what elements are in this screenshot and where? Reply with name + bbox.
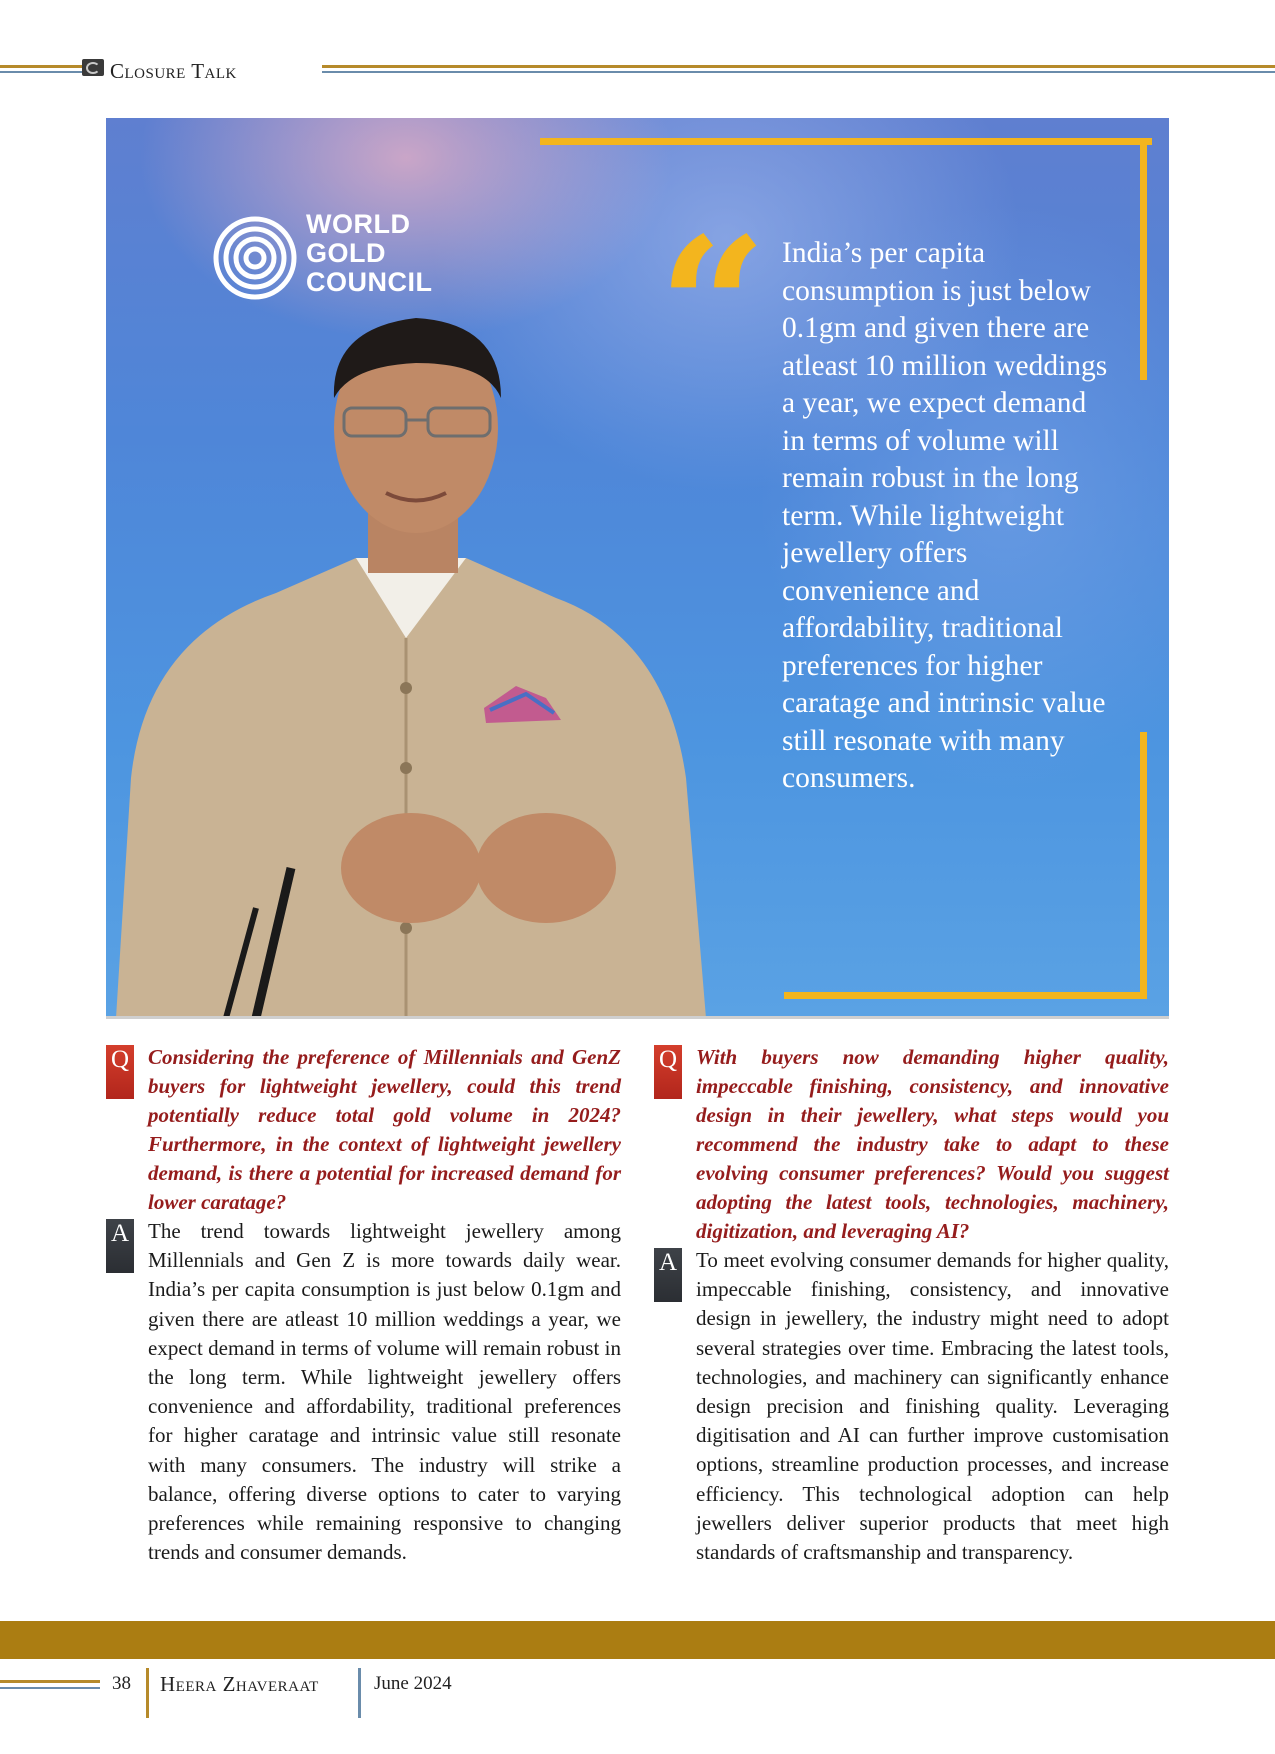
- page-header: [0, 55, 1275, 95]
- hero-photo: [106, 118, 1169, 1018]
- quote-frame-right-upper: [1140, 138, 1147, 380]
- header-rule-right: [322, 65, 1275, 68]
- logo-line-2: GOLD: [306, 238, 386, 268]
- quote-frame-bottom: [784, 992, 1147, 999]
- quote-frame-right-lower: [1140, 732, 1147, 999]
- question-text: Considering the preference of Millennials and GenZ buyers for lightweight jewellery, could this trend potentially reduce total gold volume in 2024? Furthermore, in the context of lightweight jewellery demand, is there a potential for increased demand for lower caratage?: [148, 1045, 621, 1214]
- pull-quote: India’s per capita consumption is just below 0.1gm and given there are atleast 10 million weddings a year, we expect demand in terms of volume will remain robust in the long term. While lightweight jewellery offers convenience and affordability, traditional preferences for higher caratage and intrinsic value still resonate with many consumers.: [782, 237, 1108, 794]
- answer-badge: A: [106, 1219, 134, 1273]
- section-title: Closure Talk: [110, 59, 237, 83]
- question-text: With buyers now demanding higher quality, impeccable finishing, consistency, and innovative design in their jewellery, what steps would you recommend the industry take to adapt to these evolving consumer preferences? Would you suggest adopting the latest tools, technologies, machinery, digitization, and leveraging AI?: [696, 1045, 1169, 1243]
- logo-line-1: WORLD: [306, 209, 411, 239]
- issue-date: June 2024: [374, 1673, 452, 1694]
- magazine-logo-icon: [82, 59, 104, 76]
- magazine-name: Heera Zhaveraat: [160, 1672, 319, 1696]
- page-number: 38: [112, 1673, 131, 1694]
- answer-block: [658, 1246, 1169, 1567]
- answer-text: To meet evolving consumer demands for higher quality, impeccable finishing, consistency, and innovative design in jewellery, the industry might need to adopt several strategies over time. Embracing the latest tools, technologies, and machinery can significantly enhance design precision and finishing quality. Leveraging digitisation and AI can further improve customisation options, streamline production processes, and increase efficiency. This technological adoption can help jewellers deliver superior products that meet high standards of craftsmanship and transparency.: [696, 1248, 1169, 1565]
- hero-bottom-rule: [106, 1016, 1169, 1019]
- header-rule-right-blue: [322, 71, 1275, 73]
- header-rule-left: [0, 65, 88, 68]
- answer-text: The trend towards lightweight jewellery among Millennials and Gen Z is more towards daily wear. India’s per capita consumption is just below 0.1gm and given there are atleast 10 million weddings a year, we expect demand in terms of volume will remain robust in the long term. While lightweight jewellery offers convenience and affordability, traditional preferences for higher caratage and intrinsic value still resonate with many consumers. The industry will strike a balance, offering diverse options to cater to varying preferences while remaining responsive to changing trends and consumer demands.: [148, 1219, 621, 1565]
- question-badge: Q: [106, 1045, 134, 1099]
- footer-rule-blue: [0, 1687, 100, 1689]
- header-rule-left-blue: [0, 71, 88, 73]
- qa-column-right: [658, 1043, 1169, 1567]
- answer-block: [110, 1217, 621, 1567]
- question-badge: Q: [654, 1045, 682, 1099]
- qa-column-left: [110, 1043, 621, 1567]
- quote-mark-icon: “: [658, 196, 768, 419]
- logo-line-3: COUNCIL: [306, 267, 433, 297]
- footer-rule-gold: [0, 1680, 100, 1683]
- footer-band: [0, 1621, 1275, 1659]
- footer-separator: [358, 1668, 361, 1718]
- quote-frame-top: [540, 138, 1152, 145]
- answer-badge: A: [654, 1248, 682, 1302]
- logo-wordmark: [306, 210, 433, 297]
- footer-separator: [146, 1668, 149, 1718]
